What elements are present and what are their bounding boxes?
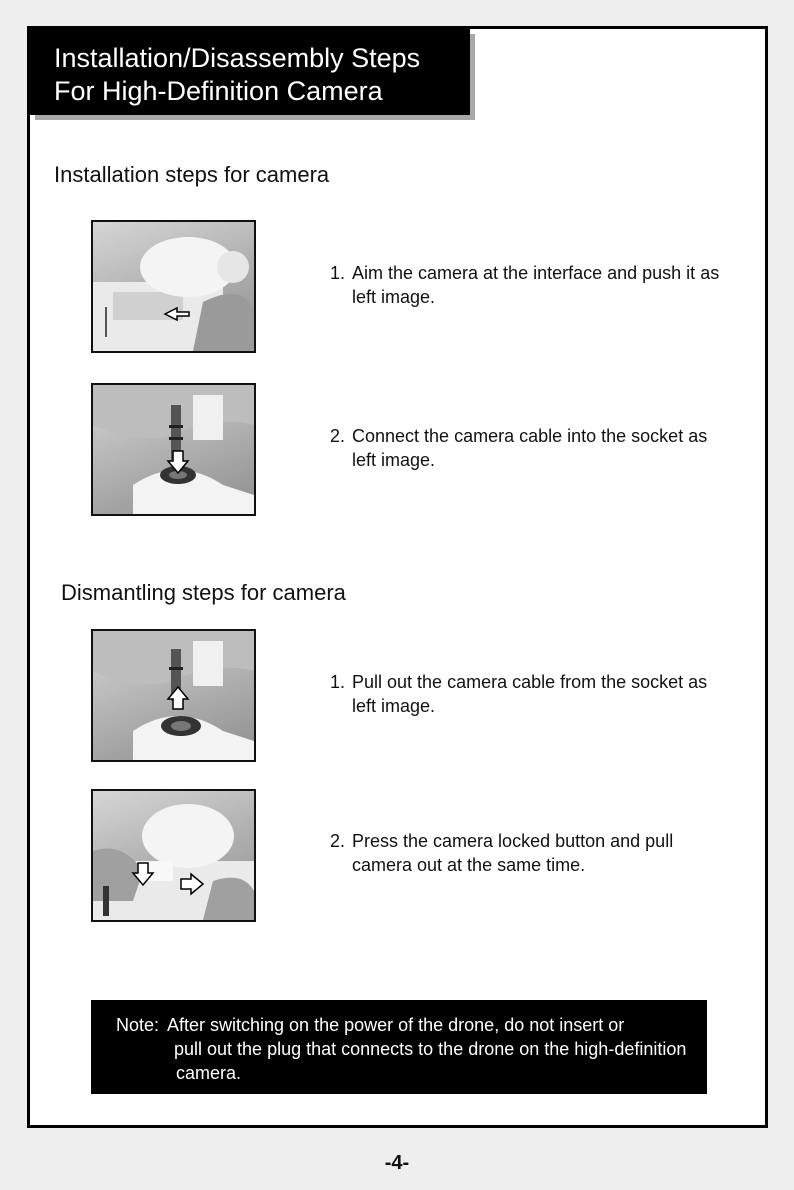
dismantle-step-1 [330,670,730,718]
install-step-1 [330,261,730,309]
page-title-line-2: For High-Definition Camera [54,76,383,106]
note-label: Note: [116,1015,160,1035]
install-step-2-number: 2. [330,426,346,446]
dismantle-step-2 [330,829,730,877]
note-line-1: After switching on the power of the drone, do not insert or [167,1015,625,1035]
install-heading: Installation steps for camera [54,162,330,187]
dismantle-step-1-number: 1. [330,672,346,692]
install-step-2-text: Connect the camera cable into the socket as left image. [352,426,708,470]
dismantle-step-2-photo [91,789,256,922]
safety-note [91,1000,707,1094]
page-title-line-1: Installation/Disassembly Steps [54,43,421,73]
install-step-2-photo [91,383,256,516]
dismantle-step-1-text: Pull out the camera cable from the socket as left image. [352,672,708,716]
page-title [30,29,470,115]
install-step-1-text: Aim the camera at the interface and push it as left image. [352,263,720,307]
page-number: -4- [384,1152,410,1174]
dismantle-step-2-text: Press the camera locked button and pull camera out at the same time. [352,831,674,875]
dismantle-step-1-photo [91,629,256,762]
install-step-1-number: 1. [330,263,346,283]
install-step-1-photo [91,220,256,353]
page-frame [27,26,768,1128]
note-body [167,1013,690,1085]
note-rest: pull out the plug that connects to the drone on the high-definition camera. [174,1039,687,1083]
dismantle-heading: Dismantling steps for camera [61,580,346,605]
install-step-2 [330,424,730,472]
dismantle-step-2-number: 2. [330,831,346,851]
